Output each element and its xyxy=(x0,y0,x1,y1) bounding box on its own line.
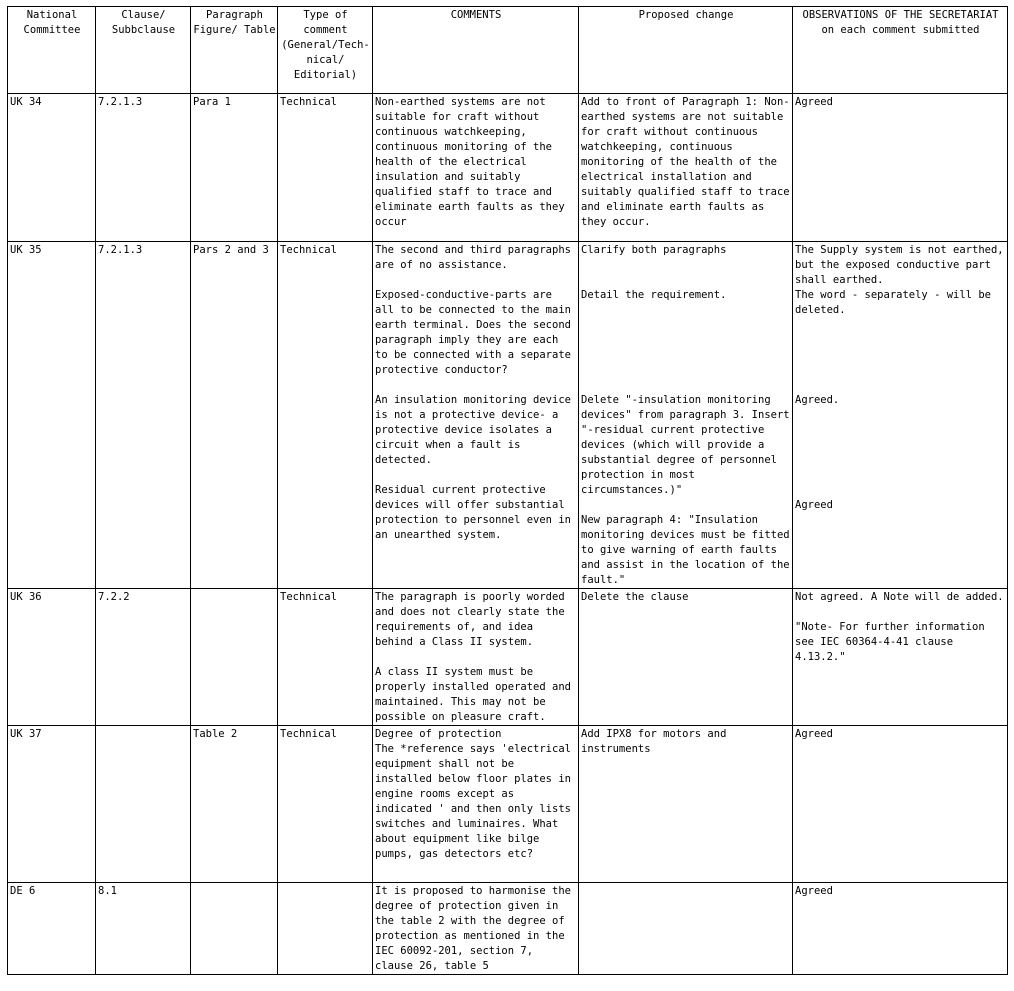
comments-cell xyxy=(373,726,579,883)
observations-cell xyxy=(793,883,1008,975)
proposed-text: Add to front of Paragraph 1: Non-earthed systems are not suitable for craft without continuous watchkeeping, continuous monitoring of the health of the electrical installation and suitably qualified staff to trace and eliminate earth faults as they occur. xyxy=(581,96,790,228)
proposed-text: Delete "-insulation monitoring devices" from paragraph 3. Insert "-residual current protective devices (which will provide a substantial degree of personnel protection in most circumstances.)" xyxy=(581,394,790,496)
table-row xyxy=(8,726,1008,883)
spacer xyxy=(581,498,791,513)
comment-text: Non-earthed systems are not suitable for craft without continuous watchkeeping, continuous monitoring of the health of the electrical insulation and suitably qualified staff to trace and eliminate earth faults as they occur xyxy=(375,96,565,228)
proposed-text: Add IPX8 for motors and instruments xyxy=(581,728,727,755)
paragraph-cell: Table 2 xyxy=(191,726,278,883)
header-proposed-change: Proposed change xyxy=(579,7,793,94)
observation-text: The word - separately - will be deleted. xyxy=(795,289,991,316)
spacer xyxy=(375,650,577,665)
committee-cell: UK 36 xyxy=(8,589,96,726)
observations-cell xyxy=(793,242,1008,589)
proposed-text: Clarify both paragraphs xyxy=(581,244,727,256)
committee-cell: DE 6 xyxy=(8,883,96,975)
table-row xyxy=(8,94,1008,242)
comment-text: The second and third paragraphs are of no assistance. xyxy=(375,244,571,271)
observation-text: Agreed xyxy=(795,499,833,511)
observations-cell xyxy=(793,94,1008,242)
observation-text: Not agreed. A Note will de added. xyxy=(795,591,1004,603)
header-observations: OBSERVATIONS OF THE SECRETARIAT on each comment submitted xyxy=(793,7,1008,94)
comment-text: Residual current protective devices will offer substantial protection to personnel even in an unearthed system. xyxy=(375,484,571,541)
header-row xyxy=(8,7,1008,94)
comments-cell xyxy=(373,94,579,242)
comments-cell xyxy=(373,589,579,726)
paragraph-cell xyxy=(191,589,278,726)
clause-cell: 7.2.1.3 xyxy=(96,94,191,242)
comment-text: Degree of protection xyxy=(375,728,502,740)
table-row xyxy=(8,883,1008,975)
committee-cell: UK 37 xyxy=(8,726,96,883)
observation-text: Agreed xyxy=(795,728,833,740)
observations-cell xyxy=(793,589,1008,726)
header-clause: Clause/ Subbclause xyxy=(96,7,191,94)
observation-text: Agreed xyxy=(795,885,833,897)
spacer xyxy=(795,318,1006,378)
comment-text: The *reference says 'electrical equipment shall not be installed below floor plates in engine rooms except as indicated ' and then only lists switches and luminaires. What about equipment like bilge pumps, gas detectors etc? xyxy=(375,743,571,860)
table-row xyxy=(8,242,1008,589)
clause-cell xyxy=(96,726,191,883)
proposed-change-cell xyxy=(579,726,793,883)
proposed-change-cell xyxy=(579,242,793,589)
comments-cell xyxy=(373,242,579,589)
spacer xyxy=(375,273,577,288)
comments-table xyxy=(7,6,1008,975)
comment-text: The paragraph is poorly worded and does not clearly state the requirements of, and idea behind a Class II system. xyxy=(375,591,565,648)
committee-cell: UK 34 xyxy=(8,94,96,242)
clause-cell: 8.1 xyxy=(96,883,191,975)
spacer xyxy=(375,378,577,393)
committee-cell: UK 35 xyxy=(8,242,96,589)
comment-text: It is proposed to harmonise the degree of protection given in the table 2 with the degree of protection as mentioned in the IEC 60092-201, section 7, clause 26, table 5 xyxy=(375,885,571,972)
observation-text: The Supply system is not earthed, but the exposed conductive part shall earthed. xyxy=(795,244,1004,286)
observation-text: Agreed. xyxy=(795,394,840,406)
spacer xyxy=(581,303,791,393)
clause-cell: 7.2.1.3 xyxy=(96,242,191,589)
comments-cell xyxy=(373,883,579,975)
table-row xyxy=(8,589,1008,726)
proposed-text: New paragraph 4: "Insulation monitoring devices must be fitted to give warning of earth faults and assist in the location of the fault." xyxy=(581,514,790,586)
spacer xyxy=(795,378,1006,393)
spacer xyxy=(375,468,577,483)
observation-text: "Note- For further information see IEC 60364-4-41 clause 4.13.2." xyxy=(795,621,985,663)
type-cell: Technical xyxy=(278,726,373,883)
paragraph-cell: Para 1 xyxy=(191,94,278,242)
proposed-change-cell xyxy=(579,94,793,242)
type-cell: Technical xyxy=(278,242,373,589)
type-cell xyxy=(278,883,373,975)
clause-cell: 7.2.2 xyxy=(96,589,191,726)
comment-text: A class II system must be properly installed operated and maintained. This may not be possible on pleasure craft. xyxy=(375,666,571,723)
header-national-committee: National Committee xyxy=(8,7,96,94)
proposed-text: Detail the requirement. xyxy=(581,289,727,301)
proposed-change-cell xyxy=(579,589,793,726)
type-cell: Technical xyxy=(278,589,373,726)
header-paragraph: Paragraph Figure/ Table xyxy=(191,7,278,94)
paragraph-cell: Pars 2 and 3 xyxy=(191,242,278,589)
proposed-text: Delete the clause xyxy=(581,591,689,603)
comment-text: Exposed-conductive-parts are all to be connected to the main earth terminal. Does the second paragraph imply they are each to be connected with a separate protective conductor? xyxy=(375,289,571,376)
observation-text: Agreed xyxy=(795,96,833,108)
comment-text: An insulation monitoring device is not a protective device- a protective device isolates a circuit when a fault is detected. xyxy=(375,394,571,466)
header-type: Type of comment (General/Tech-nical/ Editorial) xyxy=(278,7,373,94)
paragraph-cell xyxy=(191,883,278,975)
spacer xyxy=(795,408,1006,498)
proposed-change-cell xyxy=(579,883,793,975)
spacer xyxy=(581,258,791,288)
header-comments: COMMENTS xyxy=(373,7,579,94)
type-cell: Technical xyxy=(278,94,373,242)
spacer xyxy=(795,605,1006,620)
observations-cell xyxy=(793,726,1008,883)
